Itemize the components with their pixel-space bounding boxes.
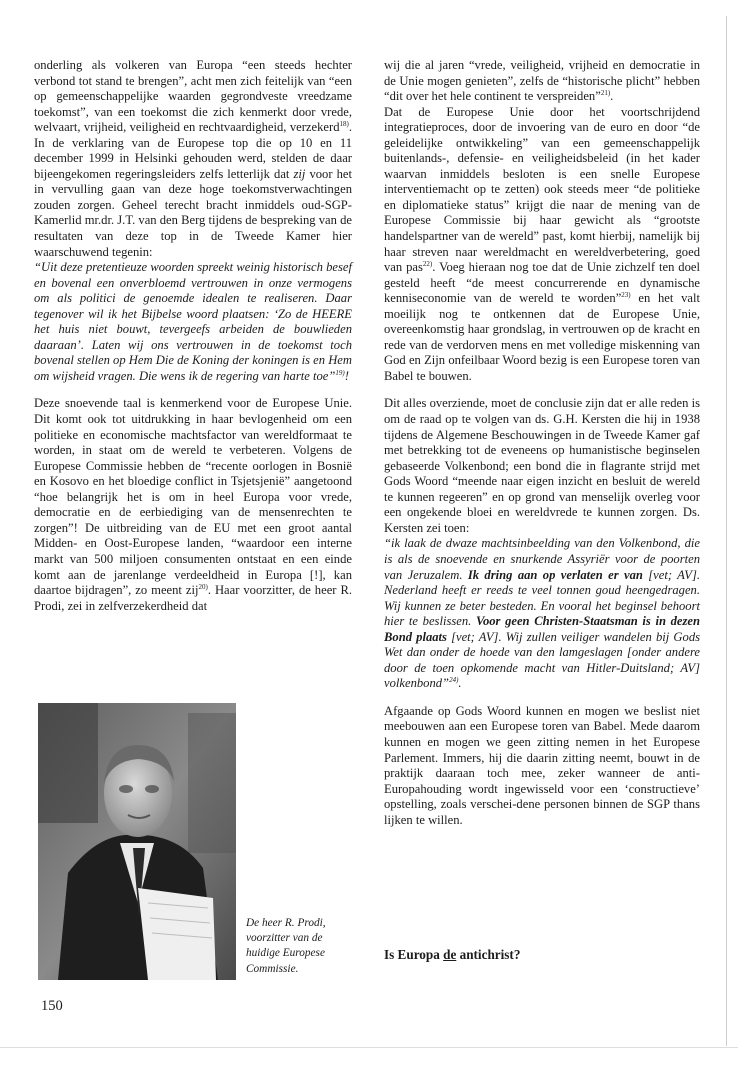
left-column <box>34 58 352 614</box>
emphasis-zij: zij <box>293 166 306 181</box>
right-paragraph-4: Afgaande op Gods Woord kunnen en mogen we beslist niet meebouwen aan een Europese toren van Babel. Mede daarom kunnen en mogen we geen zitting nemen in het Europese Parlement. Immers, hij die daarin zitting neemt, bouwt in de praktijk daaraan toch mee, zeker wanneer de anti-Europahouding wordt ingewisseld voor een ‘constructieve’ opstelling, zoals verschei-dene personen binnen de SGP thans lijken te willen. <box>384 703 700 827</box>
right-paragraph-3: Dit alles overziende, moet de conclusie zijn dat er alle reden is om de raad op te volgen van ds. G.H. Kersten die hij in 1938 tijdens de Algemene Beschouwingen in de Tweede Kamer gaf met betrekking tot de eveneens op humanistische beginselen gebaseerde Volkenbond; een bond die in flagrante strijd met Gods Woord “meende naar eigen inzicht en besluit de wereld te kunnen regeeren” en op grond van menselijk overleg voor een ongekende bloei en wereldvrede te kunnen zorgen. Ds. Kersten zei toen: <box>384 396 700 535</box>
right-block-quote: “ik laak de dwaze machtsinbeelding van den Volkenbond, die is als de snoevende en snurkende Assyriër voor de poorten van Jeruzalem. Ik dring aan op verlaten er van [vet; AV]. Nederland heeft er reeds te veel tonnen goud heengedragen. Wij kunnen ze beter besteden. En vooral het beginsel behoort hier te beslissen. Voor geen Christen-Staatsman is in dezen Bond plaats [vet; AV]. Wij zullen veiliger wandelen bij Gods Wet dan onder de hoede van den lamgeslagen [onder andere door de toen opkomende macht van Hitler-Duitsland; AV] volkenbond”$^{24)}$. <box>384 536 701 691</box>
right-paragraph-2: Dat de Europese Unie door het voortschrijdend integratieproces, door de invoering van de euro en door “de geleidelijke ontwikkeling” van een gemeenschappelijk buitenlands-, defensie- en veiligheidsbeleid (in het kader waarvan inmiddels besloten is een snelle Europese interventiemacht op te zetten) ook steeds meer “de politieke en diplomatieke status” krijgt die naar de mening van de Europese Commissie bij haar gewicht als “grootste handelspartner van de wereld” past, komt hierbij, namelijk bij haar streven naar wereldmacht en wereldverbetering, goed van pas$^{22)}$. Voeg hieraan nog toe dat de Unie zichzelf ten doel gesteld heeft “de meest concurrerende en dynamische kenniseconomie van de wereld te worden”$^{23)}$ en het valt moeilijk nog te ontkennen dat de Europese Unie, overeenkomstig haar grondslag, in vertrouwen op de kracht en rede van de verdorven mens en met volledige miskenning van God en Zijn onfeilbaar Woord bezig is een Europese toren van Babel te bouwen. <box>384 104 701 383</box>
footnote-ref-20: 20) <box>198 583 208 592</box>
footnote-ref-24: 24) <box>449 676 459 685</box>
right-column <box>384 58 700 828</box>
bold-phrase-1: Ik dring aan op verlaten er van <box>467 567 643 582</box>
footnote-ref-23: 23) <box>621 291 631 300</box>
footnote-ref-21: 21) <box>600 89 611 98</box>
footnote-ref-22: 22) <box>422 260 433 269</box>
page-number: 150 <box>41 998 63 1014</box>
photo-caption: De heer R. Prodi, voorzitter van de huidige Europese Commissie. <box>246 917 326 975</box>
footnote-ref-19: 19) <box>335 368 345 377</box>
photo-prodi <box>38 703 236 980</box>
page-bottom-rule <box>0 1047 738 1048</box>
left-block-quote: “Uit deze pretentieuze woorden spreekt weinig historisch besef en bovenal een onverbloemd vertrouwen in onze vermogens om als politici de genoemde idealen te realiseren. Daar tegenover wil ik het Bijbelse woord plaatsen: ‘Zo de HEERE het huis niet bouwt, tevergeefs arbeiden de bouwlieden daaraan’. Laten wij ons vertrouwen in de toekomst toch bovenal stellen op Hem Die de Koning der koningen is en Hem om wijsheid vragen. Die wens ik de regering van harte toe”$^{19)}$! <box>34 260 352 383</box>
left-paragraph-2: Deze snoevende taal is kenmerkend voor de Europese Unie. Dit komt ook tot uitdrukking in haar bevlogenheid om een politieke en economische machtsfactor van wereldformaat te worden, in staat om de wereld te verbeteren. Volgens de Europese Commissie hebben de “recente oorlogen in Bosnië en Kosovo en het bloedige conflict in Tsjetsjenië” aangetoond “hoe belangrijk het is om in heel Europa voor vrede, democratie en de eerbiediging van de mensenrechten te zorgen”! De uitbreiding van de EU met een groot aantal Midden- en Oost-Europese landen, “waardoor een interne markt van 500 miljoen consumenten ontstaat en een einde komt aan de jarenlange verdeeldheid in Europa [!], kan daartoe bijdragen”, zo meent zij$^{20)}$. Haar voorzitter, de heer R. Prodi, zei in zelfverzekerdheid dat <box>34 396 352 613</box>
bold-phrase-2: Voor geen Christen-Staatsman is in dezen Bond plaats <box>384 614 700 644</box>
footnote-ref-18: 18) <box>339 120 349 129</box>
right-paragraph-1: wij die al jaren “vrede, veiligheid, vrijheid en democratie in de Unie mogen genieten”, zelfs de “historische plicht” hebben “dit over het hele continent te verspreiden”$^{21)}$. <box>384 58 700 104</box>
heading-underlined-word: de <box>443 947 457 962</box>
section-heading: Is Europa de antichrist? <box>384 947 521 962</box>
left-paragraph-1: onderling als volkeren van Europa “een steeds hechter verbond tot stand te brengen”, acht men zich feitelijk van “een op gemeenschappelijke waarden gegrondveste vreedzame toekomst”, van een toekomst die zich kenmerkt door vrede, welvaart, vrijheid, veiligheid en rechtvaardigheid, verzekerd$^{18)}$. In de verklaring van de Europese top die op 10 en 11 december 1999 in Helsinki gehouden werd, stelden de daar bijeengekomen regeringsleiders zelfs letterlijk dat zij voor het in vervulling gaan van deze hoge toekomstverwachtingen zouden zorgen. Geheel terecht bracht inmiddels oud-SGP-Kamerlid mr.dr. J.T. van den Berg tijdens de bespreking van de resultaten van deze top in de Tweede Kamer hier waarschuwend tegenin: <box>34 58 352 259</box>
page-edge-rule <box>726 16 727 1046</box>
